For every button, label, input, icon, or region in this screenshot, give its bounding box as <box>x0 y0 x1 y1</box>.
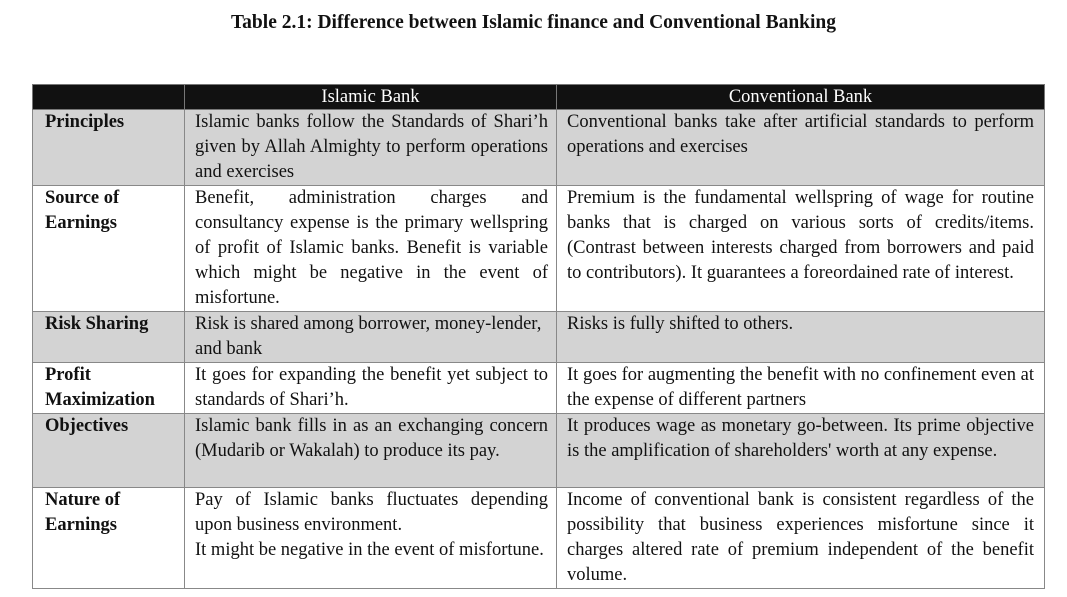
table-row-principles <box>33 110 1045 186</box>
islamic-cell: Islamic banks follow the Standards of Shari’h given by Allah Almighty to perform operations and exercises <box>185 110 557 186</box>
header-islamic-bank: Islamic Bank <box>185 85 557 110</box>
table-caption: Table 2.1: Difference between Islamic finance and Conventional Banking <box>230 12 837 33</box>
islamic-cell-paragraph-2: It might be negative in the event of misfortune. <box>195 540 544 560</box>
islamic-cell: It goes for expanding the benefit yet subject to standards of Shari’h. <box>185 363 557 414</box>
table-row-objectives <box>33 414 1045 488</box>
table-row-profit-maximization <box>33 363 1045 414</box>
islamic-cell: Risk is shared among borrower, money-lender, and bank <box>185 312 557 363</box>
row-label: Principles <box>33 110 185 186</box>
islamic-cell-paragraph-1: Pay of Islamic banks fluctuates depending upon business environment. <box>195 490 548 535</box>
table-row-risk-sharing <box>33 312 1045 363</box>
conventional-cell: It goes for augmenting the benefit with no confinement even at the expense of different partners <box>557 363 1045 414</box>
conventional-cell: Conventional banks take after artificial standards to perform operations and exercises <box>557 110 1045 186</box>
conventional-cell: Risks is fully shifted to others. <box>557 312 1045 363</box>
header-row <box>33 85 1045 110</box>
comparison-table <box>32 84 1045 589</box>
conventional-cell: Income of conventional bank is consistent regardless of the possibility that business experiences misfortune since it charges altered rate of premium independent of the benefit volume. <box>557 488 1045 589</box>
header-conventional-bank: Conventional Bank <box>557 85 1045 110</box>
row-label: Risk Sharing <box>33 312 185 363</box>
header-empty <box>33 85 185 110</box>
row-label: Source of Earnings <box>33 186 185 312</box>
row-label: Nature of Earnings <box>33 488 185 589</box>
islamic-cell: Islamic bank fills in as an exchanging concern (Mudarib or Wakalah) to produce its pay. <box>185 414 557 488</box>
conventional-cell: Premium is the fundamental wellspring of wage for routine banks that is charged on various sorts of credits/items. (Contrast between interests charged from borrowers and paid to contributors). It guarantees a foreordained rate of interest. <box>557 186 1045 312</box>
row-label: Profit Maximization <box>33 363 185 414</box>
table-row-nature-of-earnings <box>33 488 1045 589</box>
row-label: Objectives <box>33 414 185 488</box>
islamic-cell <box>185 488 557 589</box>
conventional-cell: It produces wage as monetary go-between. Its prime objective is the amplification of shareholders' worth at any expense. <box>557 414 1045 488</box>
islamic-cell: Benefit, administration charges and consultancy expense is the primary wellspring of profit of Islamic banks. Benefit is variable which might be negative in the event of misfortune. <box>185 186 557 312</box>
table-row-source-of-earnings <box>33 186 1045 312</box>
